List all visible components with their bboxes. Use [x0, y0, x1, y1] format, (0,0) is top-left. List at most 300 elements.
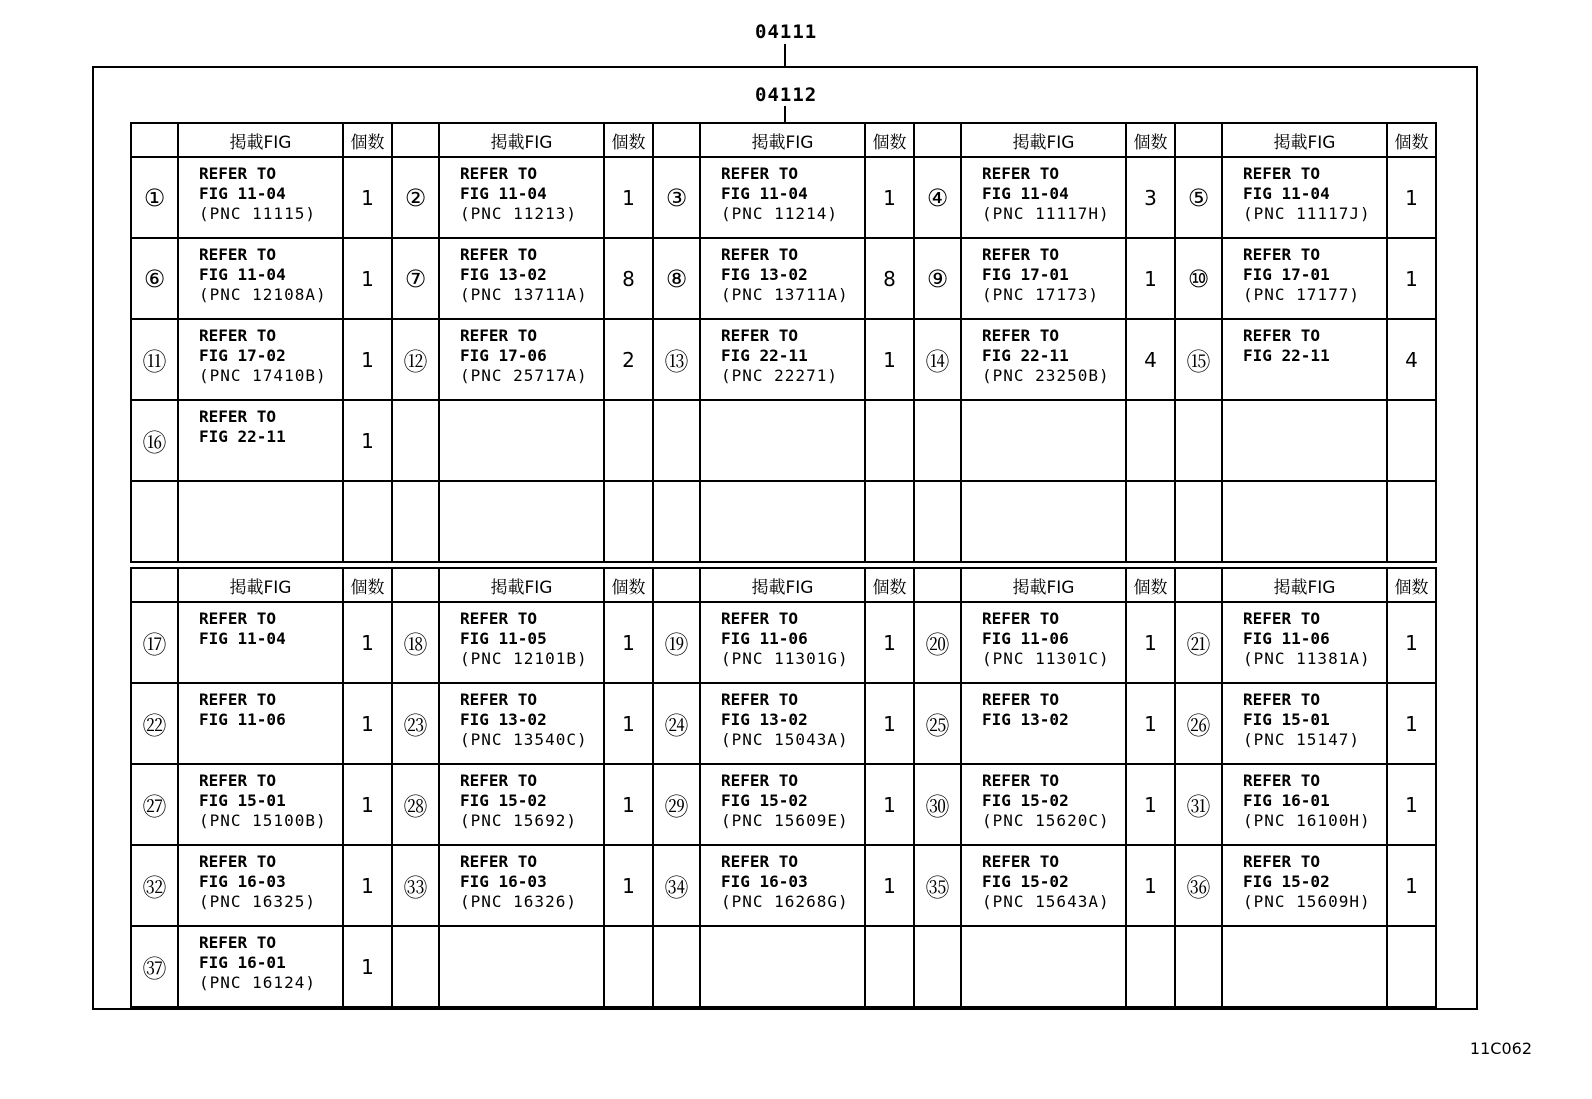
- reference-line: [721, 933, 864, 953]
- table-row: [131, 602, 1436, 683]
- reference-line: [1243, 366, 1386, 386]
- table-row: [131, 683, 1436, 764]
- fig-reference: [1222, 238, 1387, 319]
- fig-reference: [178, 926, 343, 1007]
- item-number: ㉘: [392, 764, 439, 845]
- reference-line: (PNC 11301G): [721, 649, 849, 668]
- header-fig: 掲載FIG: [961, 123, 1126, 157]
- fig-reference: [700, 683, 865, 764]
- table-row: [131, 926, 1436, 1007]
- item-number: [653, 481, 700, 562]
- reference-line: [460, 427, 603, 447]
- item-number: [914, 481, 961, 562]
- reference-line: REFER TO: [721, 852, 799, 871]
- reference-line: REFER TO: [721, 609, 799, 628]
- reference-line: FIG 11-06: [1243, 629, 1330, 648]
- fig-reference: [700, 319, 865, 400]
- reference-line: [721, 528, 864, 548]
- reference-line: FIG 11-04: [721, 184, 808, 203]
- reference-line: (PNC 22271): [721, 366, 838, 385]
- fig-reference: [961, 764, 1126, 845]
- item-number: ⑳: [914, 602, 961, 683]
- reference-line: (PNC 11115): [199, 204, 316, 223]
- reference-line: REFER TO: [199, 852, 277, 871]
- fig-reference: [700, 400, 865, 481]
- reference-line: FIG 16-01: [1243, 791, 1330, 810]
- fig-reference: [961, 845, 1126, 926]
- quantity: 1: [1126, 845, 1175, 926]
- item-number: ㉗: [131, 764, 178, 845]
- item-number: [653, 400, 700, 481]
- reference-line: [1243, 427, 1386, 447]
- reference-line: (PNC 13540C): [460, 730, 588, 749]
- quantity: [604, 481, 653, 562]
- reference-line: REFER TO: [721, 690, 799, 709]
- table-row: [131, 764, 1436, 845]
- reference-line: (PNC 11117J): [1243, 204, 1371, 223]
- header-row: [131, 568, 1436, 602]
- quantity: 1: [865, 602, 914, 683]
- quantity: 4: [1126, 319, 1175, 400]
- reference-line: FIG 17-02: [199, 346, 286, 365]
- parts-table-1: [130, 122, 1437, 563]
- reference-line: FIG 13-02: [721, 265, 808, 284]
- reference-line: [721, 407, 864, 427]
- reference-line: REFER TO: [721, 326, 799, 345]
- reference-line: FIG 15-02: [460, 791, 547, 810]
- reference-line: [982, 447, 1125, 467]
- reference-line: [1243, 407, 1386, 427]
- quantity: 1: [343, 400, 392, 481]
- fig-reference: [439, 157, 604, 238]
- quantity: [604, 926, 653, 1007]
- reference-line: REFER TO: [721, 771, 799, 790]
- quantity: 1: [865, 157, 914, 238]
- reference-line: FIG 15-02: [721, 791, 808, 810]
- fig-reference: [439, 845, 604, 926]
- header-qty: 個数: [865, 568, 914, 602]
- reference-line: FIG 11-04: [199, 629, 286, 648]
- item-number: ⑭: [914, 319, 961, 400]
- reference-line: REFER TO: [721, 164, 799, 183]
- item-number: ㉙: [653, 764, 700, 845]
- fig-reference: [961, 683, 1126, 764]
- item-number: ⑮: [1175, 319, 1222, 400]
- reference-line: (PNC 11381A): [1243, 649, 1371, 668]
- item-number: ④: [914, 157, 961, 238]
- fig-reference: [439, 602, 604, 683]
- header-blank: [653, 568, 700, 602]
- reference-line: REFER TO: [1243, 609, 1321, 628]
- quantity: [604, 400, 653, 481]
- reference-line: (PNC 17173): [982, 285, 1099, 304]
- reference-line: FIG 16-03: [199, 872, 286, 891]
- reference-line: REFER TO: [1243, 771, 1321, 790]
- quantity: 1: [1126, 683, 1175, 764]
- reference-line: REFER TO: [199, 326, 277, 345]
- item-number: ㉟: [914, 845, 961, 926]
- quantity: 1: [1387, 764, 1436, 845]
- reference-line: [460, 973, 603, 993]
- fig-reference: [439, 926, 604, 1007]
- reference-line: FIG 13-02: [460, 265, 547, 284]
- header-qty: 個数: [1387, 568, 1436, 602]
- item-number: ⑩: [1175, 238, 1222, 319]
- reference-line: (PNC 12101B): [460, 649, 588, 668]
- header-qty: 個数: [343, 123, 392, 157]
- reference-line: REFER TO: [199, 407, 277, 426]
- header-qty: 個数: [865, 123, 914, 157]
- quantity: 1: [1387, 602, 1436, 683]
- fig-reference: [178, 481, 343, 562]
- reference-line: REFER TO: [982, 852, 1060, 871]
- reference-line: (PNC 16325): [199, 892, 316, 911]
- table-row: [131, 400, 1436, 481]
- fig-reference: [1222, 481, 1387, 562]
- reference-line: (PNC 15609H): [1243, 892, 1371, 911]
- header-fig: 掲載FIG: [178, 123, 343, 157]
- item-number: [914, 400, 961, 481]
- item-number: ㉝: [392, 845, 439, 926]
- fig-reference: [961, 157, 1126, 238]
- reference-line: REFER TO: [1243, 326, 1321, 345]
- header-qty: 個数: [1126, 568, 1175, 602]
- fig-reference: [1222, 157, 1387, 238]
- fig-reference: [178, 764, 343, 845]
- quantity: 2: [604, 319, 653, 400]
- quantity: 1: [1387, 238, 1436, 319]
- reference-line: [199, 488, 342, 508]
- reference-line: [1243, 488, 1386, 508]
- reference-line: FIG 11-06: [982, 629, 1069, 648]
- item-number: ㉖: [1175, 683, 1222, 764]
- reference-line: [460, 488, 603, 508]
- item-number: [392, 481, 439, 562]
- fig-reference: [178, 845, 343, 926]
- reference-line: FIG 16-01: [199, 953, 286, 972]
- reference-line: (PNC 15609E): [721, 811, 849, 830]
- reference-line: FIG 15-01: [1243, 710, 1330, 729]
- reference-line: FIG 16-03: [721, 872, 808, 891]
- reference-line: REFER TO: [982, 690, 1060, 709]
- subassembly-label-04112: 04112: [755, 84, 818, 106]
- reference-line: [721, 447, 864, 467]
- item-number: ㉔: [653, 683, 700, 764]
- reference-line: REFER TO: [199, 245, 277, 264]
- reference-line: FIG 16-03: [460, 872, 547, 891]
- header-fig: 掲載FIG: [1222, 568, 1387, 602]
- parts-table-2: [130, 567, 1437, 1008]
- reference-line: (PNC 16124): [199, 973, 316, 992]
- reference-line: REFER TO: [1243, 690, 1321, 709]
- item-number: ⑬: [653, 319, 700, 400]
- fig-reference: [178, 400, 343, 481]
- reference-line: (PNC 17410B): [199, 366, 327, 385]
- quantity: 1: [604, 683, 653, 764]
- quantity: 8: [865, 238, 914, 319]
- fig-reference: [178, 157, 343, 238]
- header-blank: [914, 123, 961, 157]
- reference-line: REFER TO: [199, 690, 277, 709]
- reference-line: [721, 953, 864, 973]
- quantity: [343, 481, 392, 562]
- item-number: ㉛: [1175, 764, 1222, 845]
- header-blank: [914, 568, 961, 602]
- header-blank: [1175, 123, 1222, 157]
- reference-line: FIG 22-11: [1243, 346, 1330, 365]
- header-fig: 掲載FIG: [439, 123, 604, 157]
- reference-line: (PNC 11213): [460, 204, 577, 223]
- reference-line: FIG 11-06: [721, 629, 808, 648]
- table-row: [131, 157, 1436, 238]
- reference-line: FIG 13-02: [721, 710, 808, 729]
- quantity: 1: [343, 238, 392, 319]
- reference-line: FIG 11-04: [1243, 184, 1330, 203]
- reference-line: [460, 933, 603, 953]
- reference-line: FIG 11-04: [982, 184, 1069, 203]
- quantity: 3: [1126, 157, 1175, 238]
- item-number: [1175, 481, 1222, 562]
- reference-line: FIG 15-02: [982, 791, 1069, 810]
- reference-line: (PNC 13711A): [721, 285, 849, 304]
- reference-line: [1243, 447, 1386, 467]
- quantity: [1387, 400, 1436, 481]
- reference-line: FIG 22-11: [721, 346, 808, 365]
- quantity: 1: [343, 319, 392, 400]
- reference-line: [982, 407, 1125, 427]
- reference-line: FIG 15-02: [982, 872, 1069, 891]
- quantity: 1: [1387, 683, 1436, 764]
- reference-line: (PNC 15043A): [721, 730, 849, 749]
- item-number: ㉑: [1175, 602, 1222, 683]
- reference-line: [982, 730, 1125, 750]
- reference-line: [982, 973, 1125, 993]
- reference-line: [721, 427, 864, 447]
- quantity: 1: [343, 764, 392, 845]
- reference-line: FIG 22-11: [199, 427, 286, 446]
- reference-line: FIG 11-04: [199, 265, 286, 284]
- fig-reference: [1222, 602, 1387, 683]
- reference-line: [982, 508, 1125, 528]
- reference-line: [1243, 973, 1386, 993]
- reference-line: (PNC 11117H): [982, 204, 1110, 223]
- header-qty: 個数: [604, 568, 653, 602]
- reference-line: (PNC 15147): [1243, 730, 1360, 749]
- reference-line: FIG 11-06: [199, 710, 286, 729]
- fig-reference: [178, 602, 343, 683]
- item-number: [653, 926, 700, 1007]
- reference-line: [982, 488, 1125, 508]
- reference-line: [721, 508, 864, 528]
- item-number: ⑲: [653, 602, 700, 683]
- fig-reference: [178, 319, 343, 400]
- item-number: ㉜: [131, 845, 178, 926]
- fig-reference: [178, 683, 343, 764]
- table-row: [131, 238, 1436, 319]
- reference-line: [460, 528, 603, 548]
- reference-line: [1243, 933, 1386, 953]
- reference-line: (PNC 12108A): [199, 285, 327, 304]
- item-number: ㉓: [392, 683, 439, 764]
- item-number: [392, 926, 439, 1007]
- quantity: 1: [1126, 602, 1175, 683]
- assembly-label-04111: 04111: [755, 21, 818, 43]
- item-number: ⑤: [1175, 157, 1222, 238]
- fig-reference: [439, 481, 604, 562]
- reference-line: [1243, 528, 1386, 548]
- reference-line: REFER TO: [982, 245, 1060, 264]
- reference-line: REFER TO: [982, 771, 1060, 790]
- reference-line: REFER TO: [1243, 164, 1321, 183]
- item-number: ㉒: [131, 683, 178, 764]
- item-number: ⑦: [392, 238, 439, 319]
- quantity: 1: [865, 319, 914, 400]
- quantity: 1: [865, 845, 914, 926]
- item-number: ⑥: [131, 238, 178, 319]
- quantity: 1: [1126, 764, 1175, 845]
- item-number: ②: [392, 157, 439, 238]
- item-number: [392, 400, 439, 481]
- quantity: [865, 400, 914, 481]
- quantity: 1: [1387, 845, 1436, 926]
- reference-line: REFER TO: [982, 609, 1060, 628]
- header-qty: 個数: [343, 568, 392, 602]
- fig-reference: [439, 319, 604, 400]
- reference-line: REFER TO: [199, 771, 277, 790]
- fig-reference: [961, 238, 1126, 319]
- fig-reference: [700, 157, 865, 238]
- header-qty: 個数: [1387, 123, 1436, 157]
- item-number: ㉞: [653, 845, 700, 926]
- fig-reference: [700, 764, 865, 845]
- reference-line: (PNC 15100B): [199, 811, 327, 830]
- item-number: ㊱: [1175, 845, 1222, 926]
- quantity: [865, 481, 914, 562]
- item-number: [131, 481, 178, 562]
- item-number: ⑪: [131, 319, 178, 400]
- reference-line: [721, 488, 864, 508]
- reference-line: [460, 407, 603, 427]
- reference-line: [982, 933, 1125, 953]
- reference-line: REFER TO: [1243, 245, 1321, 264]
- fig-reference: [961, 602, 1126, 683]
- table-row: [131, 319, 1436, 400]
- header-qty: 個数: [1126, 123, 1175, 157]
- fig-reference: [700, 602, 865, 683]
- reference-line: FIG 17-06: [460, 346, 547, 365]
- quantity: 1: [865, 764, 914, 845]
- reference-line: (PNC 11301C): [982, 649, 1110, 668]
- figure-id: 11C062: [1469, 1039, 1532, 1058]
- quantity: [1126, 481, 1175, 562]
- header-fig: 掲載FIG: [961, 568, 1126, 602]
- quantity: 1: [343, 683, 392, 764]
- item-number: ⑨: [914, 238, 961, 319]
- item-number: [914, 926, 961, 1007]
- reference-line: [199, 649, 342, 669]
- item-number: [1175, 926, 1222, 1007]
- reference-line: [1243, 953, 1386, 973]
- reference-line: [460, 953, 603, 973]
- reference-line: FIG 22-11: [982, 346, 1069, 365]
- fig-reference: [700, 845, 865, 926]
- header-blank: [392, 568, 439, 602]
- reference-line: FIG 17-01: [1243, 265, 1330, 284]
- quantity: [1387, 926, 1436, 1007]
- quantity: 1: [343, 926, 392, 1007]
- reference-line: [199, 730, 342, 750]
- reference-line: REFER TO: [1243, 852, 1321, 871]
- reference-line: (PNC 13711A): [460, 285, 588, 304]
- fig-reference: [1222, 845, 1387, 926]
- quantity: 1: [1387, 157, 1436, 238]
- fig-reference: [961, 926, 1126, 1007]
- quantity: 1: [1126, 238, 1175, 319]
- reference-line: [199, 528, 342, 548]
- reference-line: REFER TO: [199, 933, 277, 952]
- reference-line: (PNC 17177): [1243, 285, 1360, 304]
- item-number: ⑯: [131, 400, 178, 481]
- item-number: ㉕: [914, 683, 961, 764]
- header-blank: [131, 123, 178, 157]
- quantity: 4: [1387, 319, 1436, 400]
- item-number: ⑰: [131, 602, 178, 683]
- quantity: [1126, 400, 1175, 481]
- reference-line: [199, 447, 342, 467]
- quantity: [1387, 481, 1436, 562]
- fig-reference: [439, 683, 604, 764]
- reference-line: REFER TO: [982, 164, 1060, 183]
- reference-line: REFER TO: [460, 326, 538, 345]
- item-number: ①: [131, 157, 178, 238]
- reference-line: REFER TO: [460, 164, 538, 183]
- fig-reference: [1222, 764, 1387, 845]
- reference-line: (PNC 16100H): [1243, 811, 1371, 830]
- reference-line: (PNC 23250B): [982, 366, 1110, 385]
- subassembly-leader-line: [784, 106, 786, 122]
- fig-reference: [1222, 926, 1387, 1007]
- reference-line: REFER TO: [982, 326, 1060, 345]
- fig-reference: [439, 764, 604, 845]
- reference-line: (PNC 11214): [721, 204, 838, 223]
- fig-reference: [961, 319, 1126, 400]
- quantity: 1: [604, 602, 653, 683]
- reference-line: [460, 508, 603, 528]
- fig-reference: [1222, 400, 1387, 481]
- quantity: 1: [604, 157, 653, 238]
- reference-line: (PNC 15692): [460, 811, 577, 830]
- reference-line: FIG 15-01: [199, 791, 286, 810]
- reference-line: FIG 11-04: [460, 184, 547, 203]
- reference-line: FIG 15-02: [1243, 872, 1330, 891]
- item-number: ⑱: [392, 602, 439, 683]
- item-number: [1175, 400, 1222, 481]
- reference-line: [1243, 508, 1386, 528]
- header-blank: [392, 123, 439, 157]
- fig-reference: [700, 926, 865, 1007]
- reference-line: (PNC 25717A): [460, 366, 588, 385]
- table-row: [131, 481, 1436, 562]
- quantity: 1: [343, 602, 392, 683]
- fig-reference: [439, 238, 604, 319]
- reference-line: (PNC 16268G): [721, 892, 849, 911]
- item-number: ㊲: [131, 926, 178, 1007]
- reference-line: REFER TO: [199, 609, 277, 628]
- assembly-leader-line: [784, 44, 786, 66]
- quantity: 1: [343, 845, 392, 926]
- header-fig: 掲載FIG: [439, 568, 604, 602]
- reference-line: (PNC 15643A): [982, 892, 1110, 911]
